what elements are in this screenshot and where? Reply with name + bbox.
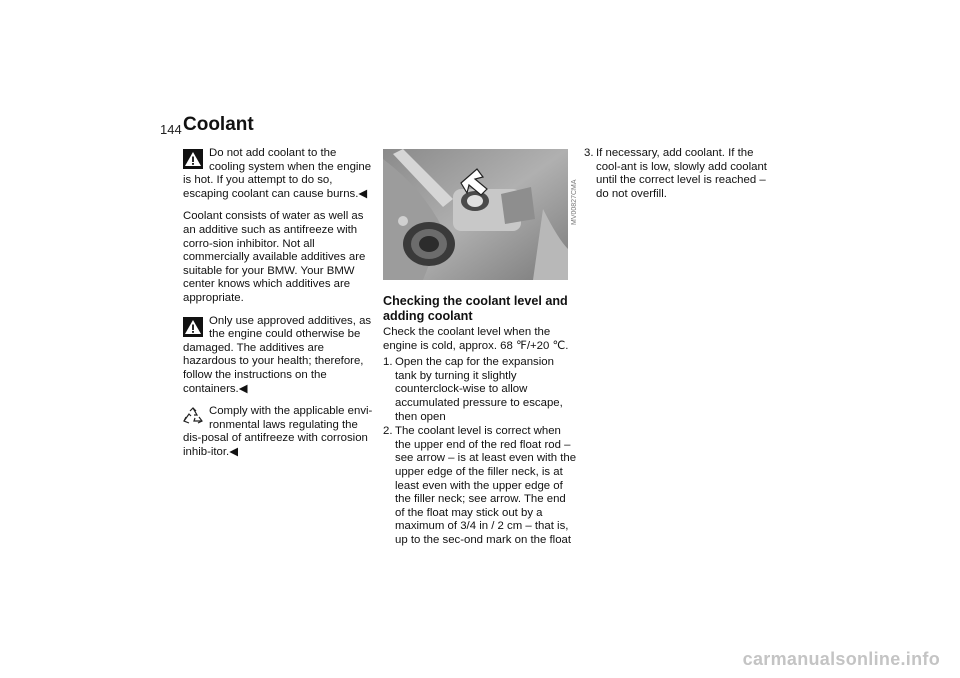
section-intro: Check the coolant level when the engine is cold, approx. 68 ℉/+20 ℃. [383, 326, 569, 352]
warning-text-1: Do not add coolant to the cooling system when the engine is hot. If you attempt to do so, escaping coolant can cause burns.◀ [183, 147, 372, 200]
warning-text-2: Only use approved additives, as the engine could otherwise be damaged. The additives are hazardous to your health; therefore, follow the instructions on the containers.◀ [183, 314, 372, 395]
environment-text: Comply with the applicable envi-ronmental laws regulating the dis-posal of antifreeze with corrosion inhib-itor.◀ [183, 405, 373, 458]
figure-code: MV00827CMA [571, 179, 578, 225]
steps-list [383, 356, 578, 547]
step-number: 3. [584, 147, 594, 159]
warning-triangle-icon [183, 149, 203, 169]
section-heading: Checking the coolant level and adding coolant [383, 294, 568, 323]
column-2 [383, 294, 578, 549]
environment-note [183, 405, 373, 459]
step-number: 1. [383, 356, 393, 369]
step-text: The coolant level is correct when the upper end of the red float rod – see arrow – is at least even with the upper edge of the filler neck, is at least even with the upper edge of the filler neck; see arrow. The end of the float may stick out by a maximum of 3/4 in / 2 cm – that is, up to the sec-ond mark on the float [395, 425, 577, 546]
expansion-tank-photo [383, 149, 568, 280]
column-3 [584, 147, 779, 202]
list-item [383, 425, 578, 547]
watermark: carmanualsonline.info [742, 649, 940, 669]
page-title: Coolant [183, 114, 254, 135]
recycle-icon [183, 407, 203, 427]
steps-list-continued [584, 147, 779, 201]
list-item [383, 356, 578, 424]
warning-triangle-icon [183, 317, 203, 337]
page-number: 144 [160, 122, 182, 137]
step-text: Open the cap for the expansion tank by turning it slightly counterclock-wise to allow accumulated pressure to escape, then open [395, 356, 563, 423]
list-item [584, 147, 779, 201]
column-1 [183, 147, 373, 468]
warning-note-1 [183, 147, 373, 201]
warning-note-2 [183, 315, 373, 397]
coolant-description: Coolant consists of water as well as an additive such as antifreeze with corro-sion inhibitor. Not all commercially available additives are suitable for your BMW. Your BMW center knows which additives are appropriate. [183, 210, 366, 304]
step-text: If necessary, add coolant. If the cool-ant is low, slowly add coolant until the correct level is reached – do not overfill. [596, 147, 767, 200]
step-number: 2. [383, 425, 393, 438]
